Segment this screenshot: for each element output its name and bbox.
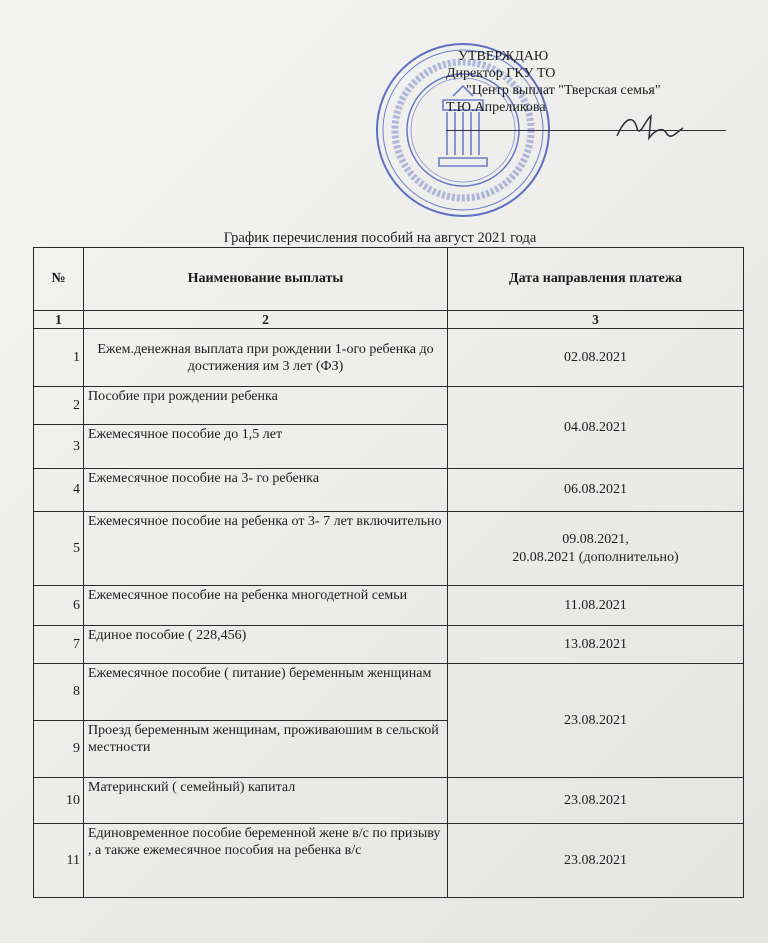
payment-date: 23.08.2021 — [448, 824, 744, 898]
payment-name: Единовременное пособие беременной жене в/с по призыву , а также ежемесячное пособия на ребенка в/с — [84, 824, 448, 898]
column-number: 1 — [34, 311, 84, 329]
payment-name: Проезд беременным женщинам, проживаюшим в сельской местности — [84, 721, 448, 778]
payment-schedule-table — [33, 247, 744, 898]
payment-name: Ежемесячное пособие на ребенка от 3- 7 лет включительно — [84, 512, 448, 586]
approval-position: Директор ГКУ ТО — [446, 66, 556, 81]
approval-heading: УТВЕРЖДАЮ — [458, 49, 549, 64]
payment-name: Пособие при рождении ребенка — [84, 387, 448, 425]
payment-date-additional: 20.08.2021 (дополнительно) — [512, 549, 679, 565]
approval-signatory: Т.Ю.Апреликова — [446, 100, 546, 115]
payment-name: Ежемесячное пособие на ребенка многодетной семьи — [84, 586, 448, 626]
document-title: График перечисления пособий на август 2021 года — [223, 230, 537, 246]
row-number: 1 — [34, 329, 84, 387]
column-number: 2 — [84, 311, 448, 329]
header-payment-name: Наименование выплаты — [84, 248, 448, 311]
payment-date: 02.08.2021 — [448, 329, 744, 387]
payment-date: 11.08.2021 — [448, 586, 744, 626]
row-number: 8 — [34, 664, 84, 721]
payment-date-primary: 09.08.2021, — [562, 531, 629, 547]
table-row — [34, 778, 744, 824]
payment-name: Материнский ( семейный) капитал — [84, 778, 448, 824]
column-number-row — [34, 311, 744, 329]
payment-date: 06.08.2021 — [448, 469, 744, 512]
row-number: 4 — [34, 469, 84, 512]
row-number: 2 — [34, 387, 84, 425]
row-number: 10 — [34, 778, 84, 824]
column-number: 3 — [448, 311, 744, 329]
payment-date — [448, 512, 744, 586]
table-row — [34, 626, 744, 664]
payment-name: Единое пособие ( 228,456) — [84, 626, 448, 664]
row-number: 3 — [34, 425, 84, 469]
handwritten-signature — [615, 108, 685, 148]
row-number: 7 — [34, 626, 84, 664]
table-row — [34, 387, 744, 425]
row-number: 11 — [34, 824, 84, 898]
payment-name: Ежем.денежная выплата при рождении 1-ого ребенка до достижения им 3 лет (ФЗ) — [84, 329, 448, 387]
header-number: № — [34, 248, 84, 311]
table-row — [34, 824, 744, 898]
table-row — [34, 329, 744, 387]
row-number: 6 — [34, 586, 84, 626]
payment-name: Ежемесячное пособие до 1,5 лет — [84, 425, 448, 469]
payment-name: Ежемесячное пособие на 3- го ребенка — [84, 469, 448, 512]
payment-date: 13.08.2021 — [448, 626, 744, 664]
payment-name: Ежемесячное пособие ( питание) беременным женщинам — [84, 664, 448, 721]
payment-date: 04.08.2021 — [448, 387, 744, 469]
payment-date: 23.08.2021 — [448, 664, 744, 778]
table-row — [34, 469, 744, 512]
approval-organization: "Центр выплат "Тверская семья" — [466, 83, 661, 98]
header-payment-date: Дата направления платежа — [448, 248, 744, 311]
payment-date: 23.08.2021 — [448, 778, 744, 824]
approval-block — [446, 48, 756, 116]
table-row — [34, 586, 744, 626]
row-number: 5 — [34, 512, 84, 586]
table-row — [34, 664, 744, 721]
table-row — [34, 512, 744, 586]
table-header-row — [34, 248, 744, 311]
row-number: 9 — [34, 721, 84, 778]
